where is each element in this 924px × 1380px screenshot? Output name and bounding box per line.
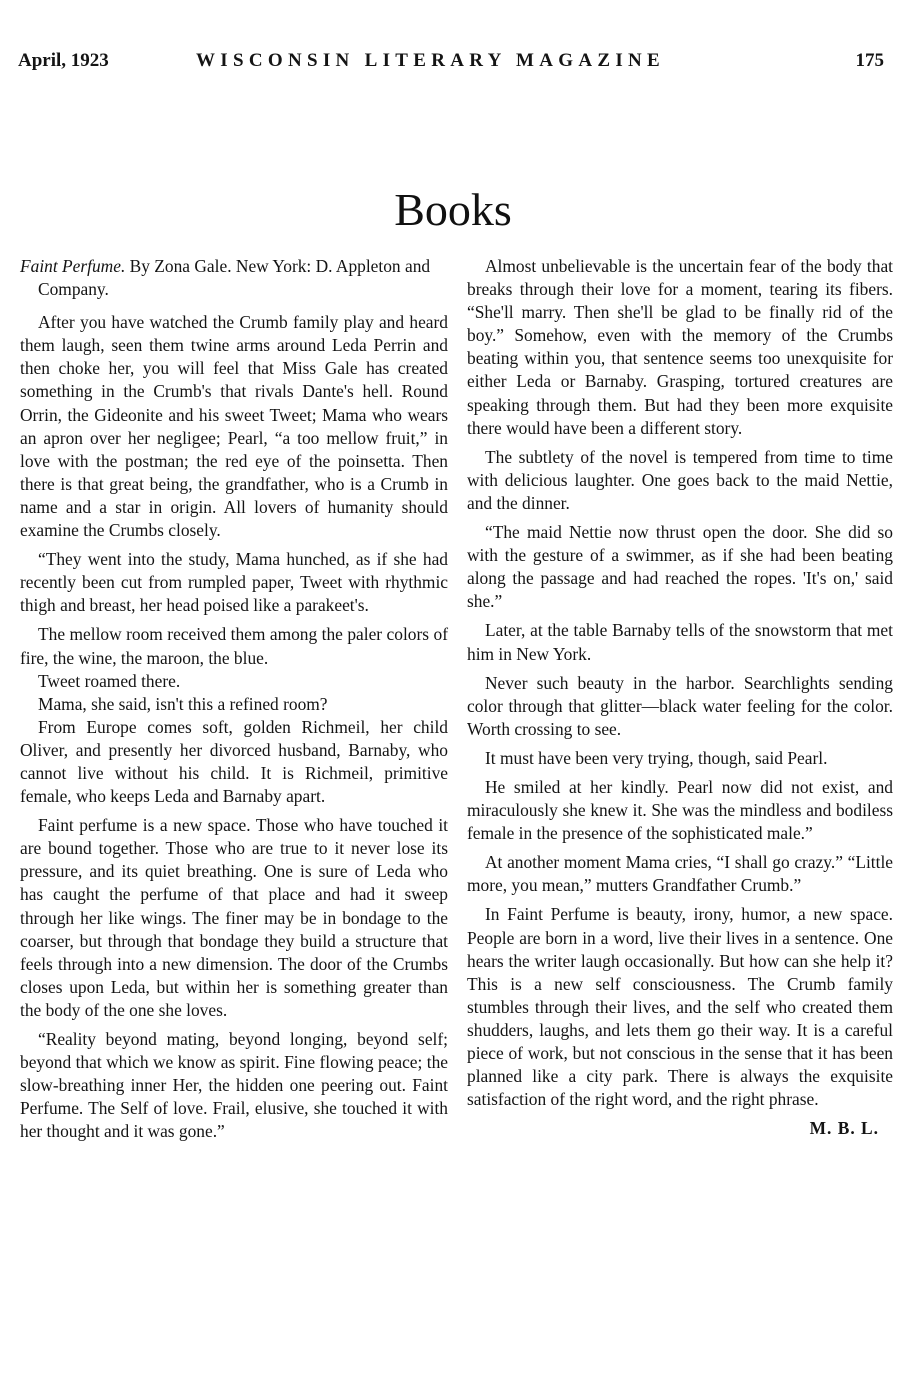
paragraph: After you have watched the Crumb family play and heard them laugh, seen them twine arms around Leda Perrin and then choke her, you will feel that Miss Gale has created something in the Crumb's that rivals Dante's hell. Round Orrin, the Gideonite and his sweet Tweet; Mama who wears an apron over her negligee; Pearl, “a too mellow fruit,” in love with the postman; the red eye of the poinsetta. Then there is that great being, the grandfather, who is a Crumb in name and a star in origin. All lovers of humanity should examine the Crumbs closely.	[20, 312, 448, 541]
book-citation	[20, 255, 448, 301]
right-column	[467, 255, 893, 1140]
page-number: 175	[855, 50, 884, 71]
running-header	[18, 50, 884, 80]
paragraph: At another moment Mama cries, “I shall go crazy.” “Little more, you mean,” mutters Grandfather Crumb.”	[467, 852, 893, 896]
paragraph: The subtlety of the novel is tempered from time to time with delicious laughter. One goes back to the maid Nettie, and the dinner.	[467, 446, 893, 513]
paragraph: In Faint Perfume is beauty, irony, humor, a new space. People are born in a word, live their lives in a sentence. One hears the writer laugh occasionally. But how can she help it? This is a new self consciousness. The Crumb family stumbles through their lives, and the self who created them shudders, laughs, and lets them go their way. It is a careful piece of work, but not conscious in the sense that it has been planned like a city park. There is always the exquisite satisfaction of the right word, and the right phrase.	[467, 904, 893, 1110]
paragraph: “Reality beyond mating, beyond longing, beyond self; beyond that which we know as spirit. Fine flowing peace; the slow-breathing inner Her, the hidden one peering out. Faint Perfume. The Self of love. Frail, elusive, she touched it with her thought and it was gone.”	[20, 1029, 448, 1142]
magazine-title: WISCONSIN LITERARY MAGAZINE	[196, 50, 666, 71]
paragraph: Later, at the table Barnaby tells of the snowstorm that met him in New York.	[467, 620, 893, 664]
reviewer-signature: M. B. L.	[809, 1118, 879, 1139]
paragraph: Faint perfume is a new space. Those who have touched it are bound together. Those who are true to it never lose its pressure, and its quiet breathing. One is sure of Leda who has caught the perfume of that place and had it sweep through her like wings. The finer may be in bondage to the coarser, but through that bondage they build a structure that feels through into a new dimension. The door of the Crumbs closes upon Leda, but within her is something greater than the body of the one she loves.	[20, 815, 448, 1020]
paragraph: Almost unbelievable is the uncertain fear of the body that breaks through their love for a moment, tearing its fibers. “She'll marry. Then she'll be glad to be finally rid of the boy.” Somehow, even with the memory of the Crumbs beating within you, that sentence seems too unexquisite for either Leda or Barnaby. Grasping, tortured creatures are speaking through them. But had they been more exquisite there would have been a different story.	[467, 256, 893, 438]
paragraph: Tweet roamed there.	[38, 670, 181, 691]
book-title: Faint Perfume.	[20, 256, 126, 276]
paragraph: It must have been very trying, though, said Pearl.	[485, 747, 828, 768]
paragraph: Never such beauty in the harbor. Searchlights sending color through that glitter—black water feeling for the color. Worth crossing to see.	[467, 672, 893, 739]
paragraph: Mama, she said, isn't this a refined room?	[38, 693, 328, 714]
book-publisher: By Zona Gale. New York: D. Appleton and Company.	[38, 256, 431, 300]
left-column	[20, 255, 448, 1149]
paragraph: “They went into the study, Mama hunched, as if she had recently been cut from rumpled paper, Tweet with rhythmic thigh and breast, her head poised like a parakeet's.	[20, 549, 448, 616]
paragraph: “The maid Nettie now thrust open the door. She did so with the gesture of a swimmer, as if she had been beating along the passage and had reached the ropes. 'It's on,' said she.”	[467, 522, 893, 612]
paragraph: From Europe comes soft, golden Richmeil, her child Oliver, and presently her divorced husband, Barnaby, who cannot live without his child. It is Richmeil, primitive female, who keeps Leda and Barnaby apart.	[20, 716, 448, 807]
section-title: Books	[394, 184, 512, 235]
paragraph: He smiled at her kindly. Pearl now did not exist, and miraculously she knew it. She was the mindless and bodiless female in the presence of the sophisticated male.”	[467, 776, 893, 844]
paragraph: The mellow room received them among the paler colors of fire, the wine, the maroon, the blue.	[20, 624, 448, 668]
issue-date: April, 1923	[18, 50, 109, 71]
